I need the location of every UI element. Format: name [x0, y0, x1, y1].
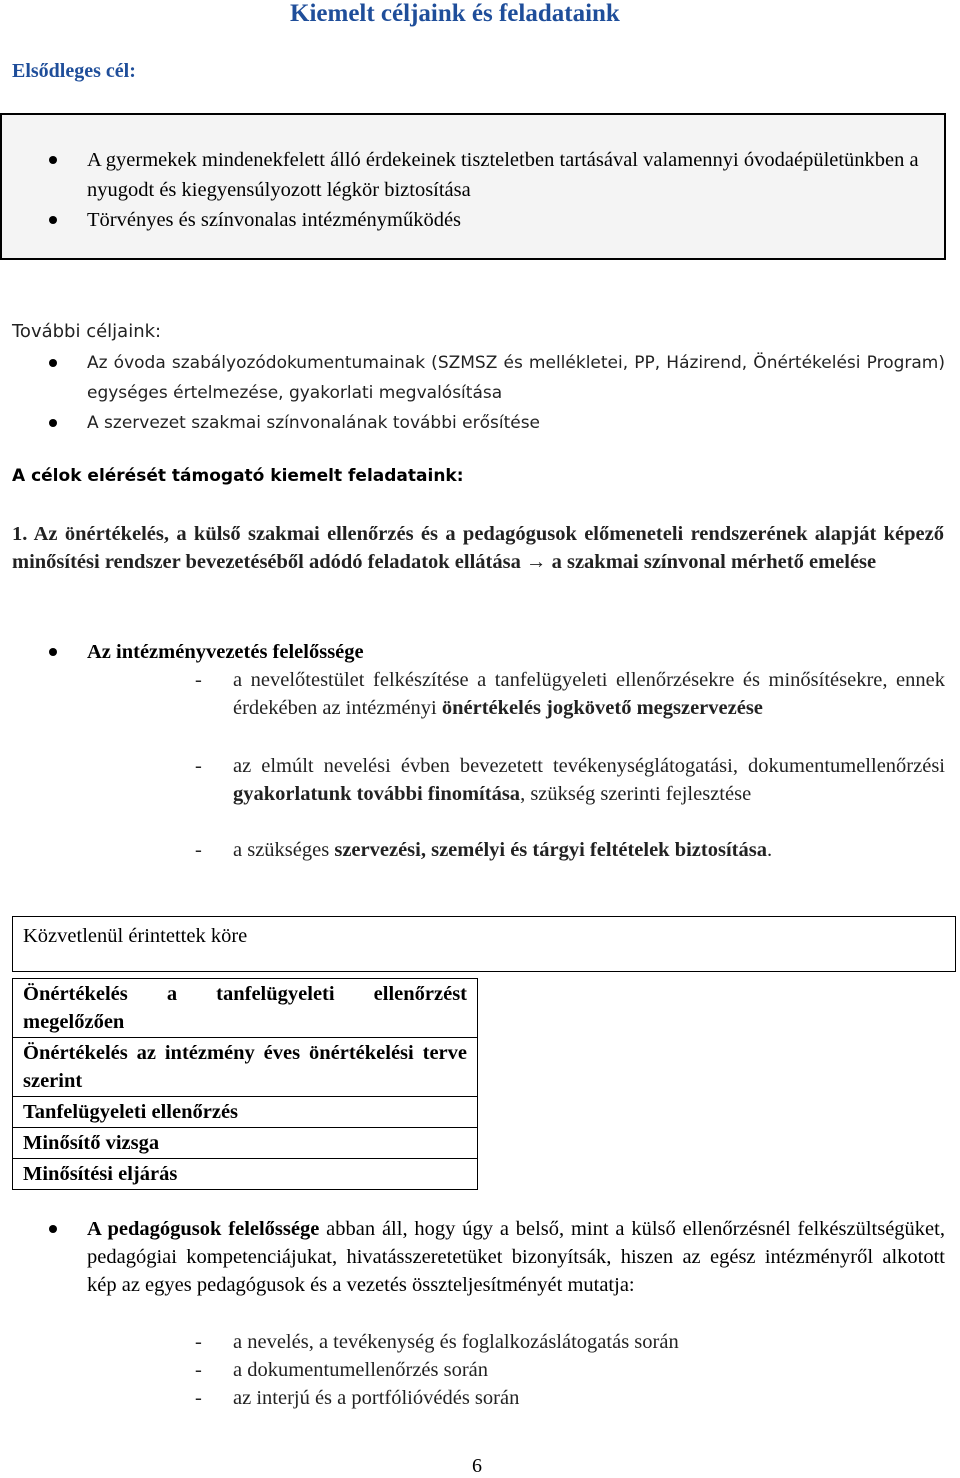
- table-row: [13, 1097, 478, 1128]
- supporting-tasks-label: A célok elérését támogató kiemelt feladataink:: [12, 466, 464, 486]
- table-cell: Minősítő vizsga: [13, 1128, 478, 1159]
- list-item: Törvényes és színvonalas intézményműködés: [1, 205, 947, 235]
- primary-goal-list: [1, 145, 947, 235]
- teacher-responsibility-paragraph: A pedagógusok felelőssége abban áll, hogy úgy a belső, mint a külső ellenőrzésnél felkészültségüket, pedagógiai kompetenciájukat, hivatásszeretetüket bizonyítsák, hiszen az egész intézményről alkotott kép az egyes pedagógusok és a vezetés összteljesítményét mutatja:: [1, 1215, 945, 1299]
- responsibility-item-text: az elmúlt nevelési évben bevezetett tevékenységlátogatási, dokumentumellenőrzési gyakorlatunk további finomítása, szükség szerinti fejlesztése: [233, 755, 945, 805]
- dash-marker: -: [195, 755, 202, 777]
- table-row: [13, 1038, 478, 1097]
- table-row: [13, 1128, 478, 1159]
- dash-marker: -: [195, 1359, 202, 1381]
- teacher-item: [195, 1356, 945, 1384]
- table-cell: Önértékelés az intézmény éves önértékelési terve szerint: [13, 1038, 478, 1097]
- list-item: A gyermekek mindenekfelett álló érdekeinek tiszteletben tartásával valamennyi óvodaépületünkben a nyugodt és kiegyensúlyozott légkör biztosítása: [1, 145, 947, 205]
- responsibility-item-text: a nevelőtestület felkészítése a tanfelügyeleti ellenőrzésekre és minősítésekre, ennek érdekében az intézményi önértékelés jogkövető megszervezése: [233, 669, 945, 719]
- responsibility-item: [195, 752, 945, 808]
- responsibility-item: [195, 836, 945, 864]
- teacher-item-text: a dokumentumellenőrzés során: [233, 1359, 489, 1381]
- page-number: 6: [472, 1455, 482, 1477]
- affected-circle-box: Közvetlenül érintettek köre: [12, 916, 956, 972]
- table-row: [13, 1159, 478, 1190]
- page-title: Kiemelt céljaink és feladataink: [290, 0, 620, 27]
- teacher-item: [195, 1328, 945, 1356]
- dash-marker: -: [195, 1331, 202, 1353]
- primary-goal-label: Elsődleges cél:: [12, 60, 136, 82]
- table-cell: Tanfelügyeleti ellenőrzés: [13, 1097, 478, 1128]
- teacher-responsibility: [1, 1215, 945, 1299]
- further-goals-list: [1, 348, 945, 438]
- task-1-paragraph: 1. Az önértékelés, a külső szakmai ellenőrzés és a pedagógusok előmeneteli rendszerének alapját képező minősítési rendszer bevezetéséből adódó feladatok ellátása → a szakmai színvonal mérhető emelése: [12, 523, 944, 573]
- list-item: Az óvoda szabályozódokumentumainak (SZMSZ és mellékletei, PP, Házirend, Önértékelési Program) egységes értelmezése, gyakorlati megvalósítása: [1, 348, 945, 408]
- dash-marker: -: [195, 669, 202, 691]
- management-responsibility: [1, 637, 945, 667]
- table-row: [13, 979, 478, 1038]
- teacher-item-text: a nevelés, a tevékenység és foglalkozáslátogatás során: [233, 1331, 679, 1353]
- responsibility-item-text: a szükséges szervezési, személyi és tárgyi feltételek biztosítása.: [233, 839, 773, 861]
- responsibility-item: [195, 666, 945, 722]
- dash-marker: -: [195, 1387, 202, 1409]
- list-item: A szervezet szakmai színvonalának további erősítése: [1, 408, 945, 438]
- dash-marker: -: [195, 839, 202, 861]
- table-cell: Minősítési eljárás: [13, 1159, 478, 1190]
- table-cell: Önértékelés a tanfelügyeleti ellenőrzést megelőzően: [13, 979, 478, 1038]
- further-goals-label: További céljaink:: [12, 321, 162, 342]
- teacher-item: [195, 1384, 945, 1412]
- teacher-item-text: az interjú és a portfólióvédés során: [233, 1387, 520, 1409]
- management-responsibility-heading: Az intézményvezetés felelőssége: [1, 637, 945, 667]
- evaluation-table: [12, 978, 478, 1190]
